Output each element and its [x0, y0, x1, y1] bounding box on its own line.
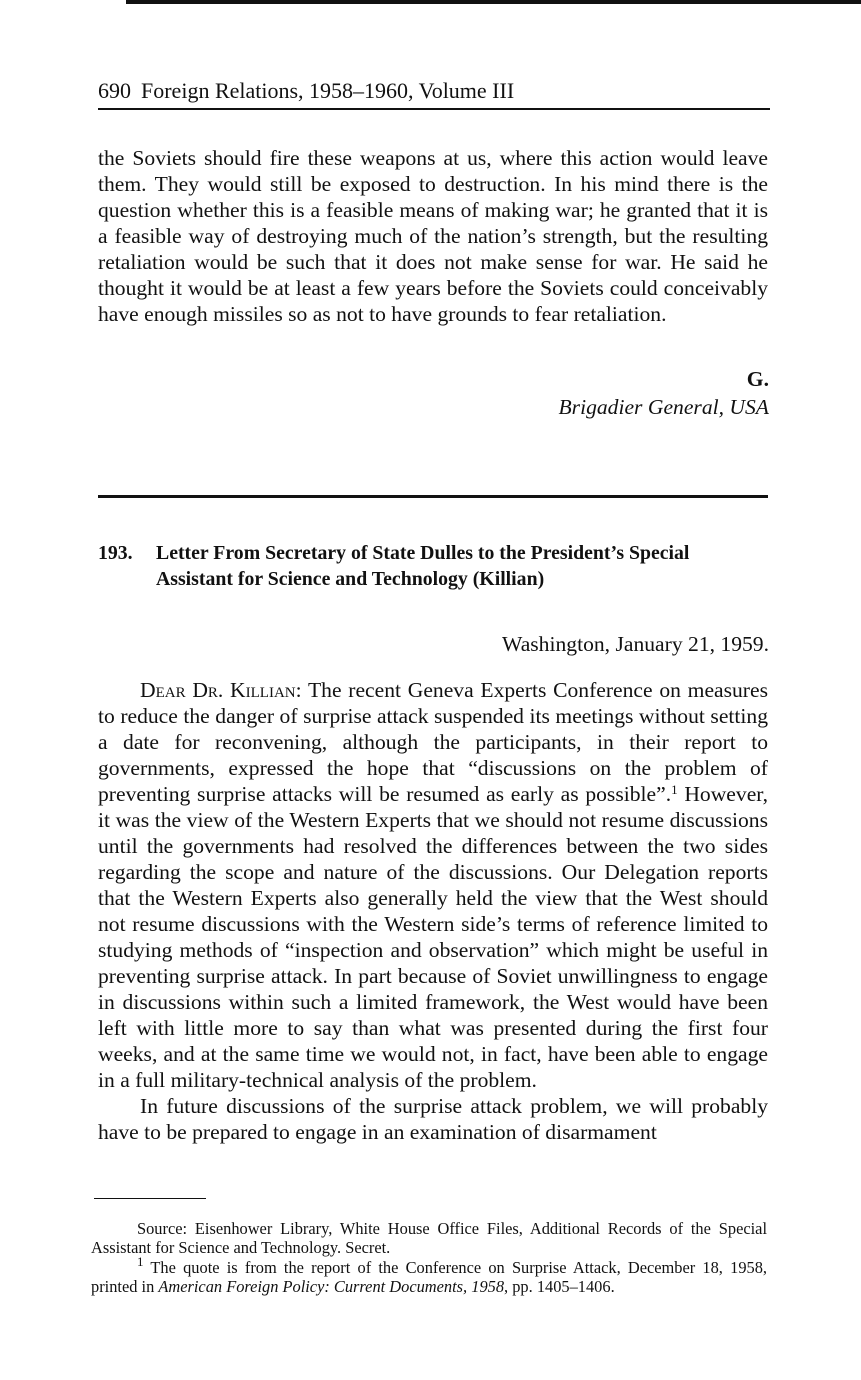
continued-paragraph — [98, 145, 768, 327]
paragraph-1-part-a: The recent Geneva Experts Conference on measures to reduce the danger of surprise attack suspended its meetings without setting a date for reconvening, although the participants, in their report to governments, expressed the hope that “discussions on the problem of preventing surprise attacks will be resumed as early as possible”. — [98, 678, 768, 806]
salutation: Dear Dr. Killian: — [140, 678, 302, 702]
signature-initial: G. — [746, 367, 769, 391]
letter-body — [98, 677, 768, 1145]
footnote-rule — [94, 1198, 206, 1199]
footnotes — [91, 1219, 767, 1297]
footnote-1-publication-title: American Foreign Policy: Current Documents, 1958 — [158, 1277, 505, 1296]
running-header — [98, 78, 770, 104]
page-number: 690 — [98, 78, 131, 103]
document-heading — [98, 540, 768, 592]
document-title: Letter From Secretary of State Dulles to the President’s Special Assistant for Science and Technology (Killian) — [156, 542, 690, 590]
letter-paragraph-1 — [98, 677, 768, 1093]
footnote-1-text-b: , pp. 1405–1406. — [504, 1277, 615, 1296]
continued-text: the Soviets should fire these weapons at us, where this action would leave them. They would still be exposed to destruction. In his mind there is the question whether this is a feasible means of making war; he granted that it is a feasible way of destroying much of the nation’s strength, but the resulting retaliation would be such that it does not make sense for war. He said he thought it would be at least a few years before the Soviets could conceivably have enough missiles so as not to have grounds to fear retaliation. — [98, 146, 768, 326]
letter-paragraph-2: In future discussions of the surprise attack problem, we will probably have to be prepared to engage in an examination of disarmament — [98, 1094, 768, 1144]
section-divider — [98, 495, 768, 498]
running-title: Foreign Relations, 1958–1960, Volume III — [141, 78, 515, 103]
dateline: Washington, January 21, 1959. — [502, 632, 769, 656]
footnote-1-text-a: The quote is from the report of the Conference on Surprise Attack, December 18, 1958, printed in — [91, 1258, 767, 1296]
footnote-1 — [91, 1254, 767, 1296]
document-number: 193. — [98, 542, 133, 564]
signature-title: Brigadier General, USA — [558, 395, 769, 419]
source-note: Source: Eisenhower Library, White House Office Files, Additional Records of the Special Assistant for Science and Technology. Secret. — [91, 1219, 767, 1257]
header-rule — [98, 108, 770, 110]
paragraph-1-part-b: However, it was the view of the Western Experts that we should not resume discussions until the governments had resolved the differences between the two sides regarding the scope and nature of the discussions. Our Delegation reports that the Western Experts also generally held the view that the West should not resume discussions with the Western side’s terms of reference limited to studying methods of “inspection and observation” which might be useful in preventing surprise attack. In part because of Soviet unwillingness to engage in discussions within such a limited framework, the West would have been left with little more to say than what was presented during the first four weeks, and at the same time we would not, in fact, have been able to engage in a full military-technical analysis of the problem. — [98, 782, 768, 1092]
footnote-ref-1: 1 — [671, 782, 678, 797]
footnote-1-marker: 1 — [137, 1254, 144, 1269]
top-border-rule — [126, 0, 861, 4]
